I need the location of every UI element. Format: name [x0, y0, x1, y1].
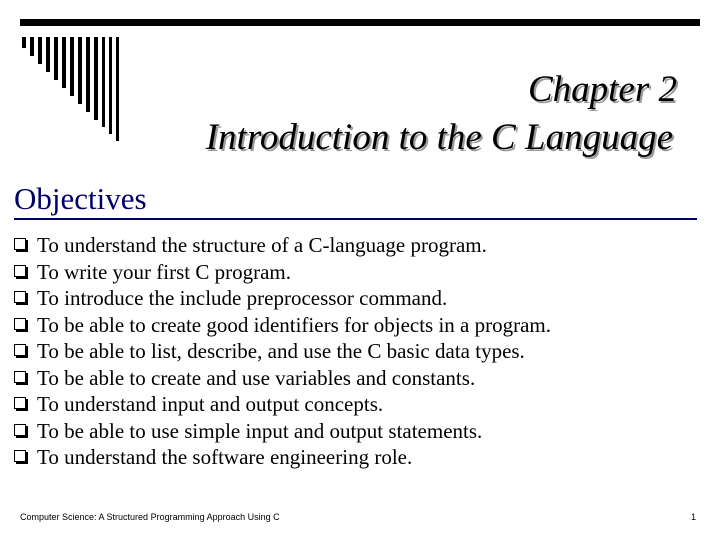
objective-text: To be able to list, describe, and use the C basic data types.: [37, 339, 525, 363]
decorative-bar: [78, 37, 82, 104]
objectives-list: [14, 232, 551, 471]
decorative-bar: [38, 37, 42, 64]
decorative-bar: [86, 37, 90, 112]
objective-text: To be able to create good identifiers for objects in a program.: [37, 312, 552, 337]
decorative-bar: [94, 37, 98, 120]
hollow-square-bullet-icon: [14, 291, 26, 303]
decorative-bar: [54, 37, 58, 80]
objective-text: To be able to create and use variables and constants.: [37, 365, 476, 390]
hollow-square-bullet-icon: [14, 424, 26, 436]
objective-text: To be able to use simple input and output statements.: [37, 418, 483, 443]
objective-text: To understand input and output concepts.: [37, 392, 384, 416]
footer-text: Computer Science: A Structured Programming Approach Using C: [20, 512, 280, 522]
objective-text: To write your first C program.: [37, 259, 291, 284]
objective-item: [14, 312, 551, 339]
decorative-bar: [30, 37, 34, 56]
hollow-square-bullet-icon: [14, 371, 26, 383]
decorative-bar: [70, 37, 74, 96]
objective-item: [14, 418, 551, 445]
decorative-bar: [46, 37, 50, 72]
objective-item: [14, 259, 551, 286]
hollow-square-bullet-icon: [14, 450, 26, 462]
hollow-square-bullet-icon: [14, 344, 26, 356]
decorative-bar: [102, 37, 105, 127]
decorative-bar: [62, 37, 66, 88]
objective-item: [14, 232, 551, 259]
objective-item: [14, 338, 551, 365]
hollow-square-bullet-icon: [14, 265, 26, 277]
decorative-bar: [109, 37, 112, 134]
chapter-title: Chapter 2: [527, 69, 677, 110]
page-number: 1: [690, 512, 696, 522]
objective-item: [14, 444, 551, 471]
decorative-bar: [22, 37, 26, 48]
hollow-square-bullet-icon: [14, 318, 26, 330]
decorative-bar: [116, 37, 119, 141]
decorative-bars-graphic: [0, 0, 150, 150]
objective-text: To understand the software engineering role.: [37, 445, 413, 469]
heading-rule: [14, 218, 697, 220]
chapter-subtitle: Introduction to the C Language: [205, 117, 673, 158]
hollow-square-bullet-icon: [14, 397, 26, 409]
hollow-square-bullet-icon: [14, 238, 26, 250]
objective-text: To understand the structure of a C-language program.: [37, 233, 487, 257]
objective-item: [14, 285, 551, 312]
objectives-heading: Objectives: [14, 181, 147, 216]
objective-text: To introduce the include preprocessor command.: [37, 286, 448, 310]
objective-item: [14, 391, 551, 418]
objective-item: [14, 365, 551, 392]
